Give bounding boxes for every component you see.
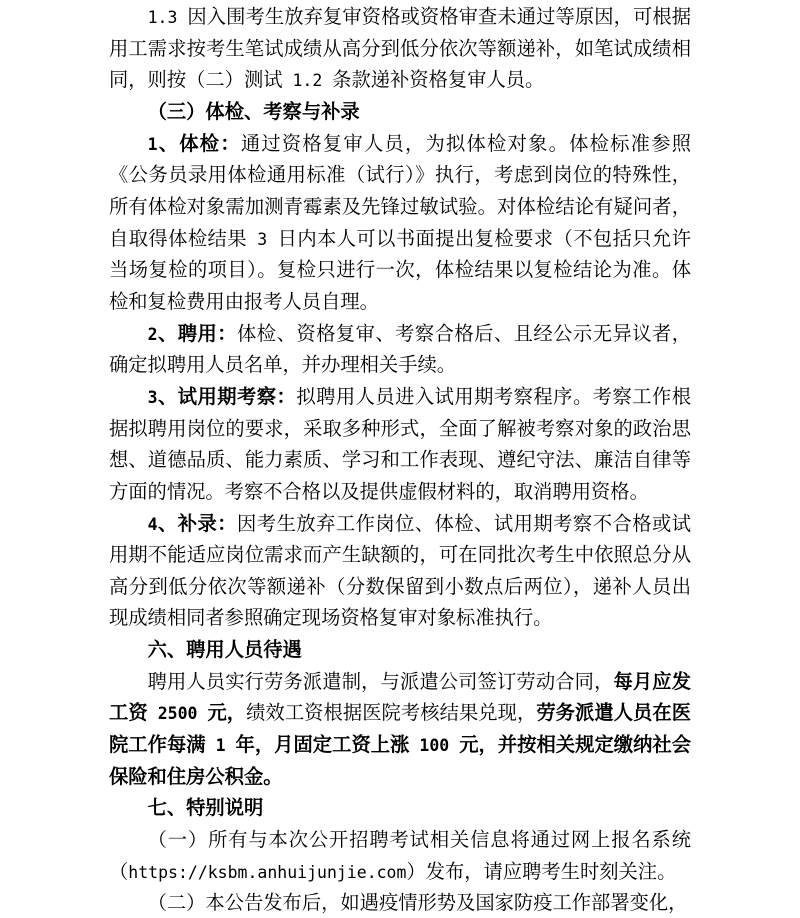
text-segment: （三）体检、考察与补录 [147, 101, 360, 123]
paragraph [109, 509, 691, 636]
text-segment: 3 [246, 229, 278, 249]
paragraph [109, 888, 691, 918]
text-segment: 条款递补资格复审人员。 [332, 70, 545, 92]
text-segment: 通过资格复审人员，为拟体检对象。体检标准参照《公务员录用体检通用标准（试行）》执行，考虑到岗位的特殊性，所有体检对象需加测青霉素及先锋过敏试验。对体检结论有疑问者，自取得体检结果 [109, 133, 692, 250]
text-segment: 日内本人可以书面提出复检要求（不包括只允许当场复检的项目）。复检只进行一次，体检结果以复检结论为准。体检和复检费用由报考人员自理。 [109, 228, 692, 313]
text-segment: 、聘用： [157, 323, 238, 345]
text-segment: 绩效工资根据医院考核结果兑现， [246, 703, 537, 725]
text-segment: 每月应发工资 [109, 671, 692, 725]
text-segment: 聘用人员实行劳务派遣制，与派遣公司签订劳动合同， [147, 671, 614, 693]
text-segment: 、试用期考察： [157, 386, 297, 408]
text-segment: https://ksbm.anhuijunjie.com [128, 862, 407, 882]
text-segment: 1.2 [282, 71, 333, 91]
text-segment: 六、聘用人员待遇 [147, 640, 302, 662]
text-segment: 2500 [147, 704, 208, 724]
text-segment: 、体检： [157, 133, 241, 155]
text-segment: （二）本公告发布后，如遇疫情形势及国家防疫工作部署变化， [147, 893, 688, 915]
text-segment: 劳务派遣人员在医院工作每满 [109, 703, 692, 757]
text-segment: 元， [207, 703, 247, 725]
paragraph [109, 382, 691, 509]
text-segment: 元，并按相关规定缴纳社会保险和住房公积金。 [109, 735, 692, 788]
paragraph [109, 2, 691, 97]
section-heading [109, 635, 691, 667]
text-segment: 100 [409, 736, 460, 756]
text-segment: 因入围考生放弃复审资格或资格审查未通过等原因，可根据用工需求按考生笔试成绩从高分到低分依次等额递补，如笔试成绩相同，则按（二）测试 [109, 7, 691, 92]
paragraph [109, 129, 691, 319]
section-heading [109, 97, 691, 129]
text-segment: 年，月固定工资上涨 [235, 735, 410, 757]
paragraph [109, 825, 691, 888]
text-segment: 1 [147, 134, 158, 154]
document-content [109, 2, 691, 918]
text-segment: 拟聘用人员进入试用期考察程序。考察工作根据拟聘用岗位的要求，采取多种形式，全面了解被考察对象的政治思想、道德品质、能力素质、学习和工作表现、遵纪守法、廉洁自律等方面的情况。考察不合格以及提供虚假材料的，取消聘用资格。 [109, 386, 692, 503]
text-segment: 1.3 [147, 8, 188, 27]
paragraph [109, 319, 691, 382]
text-segment: 、补录： [157, 513, 238, 535]
text-segment: （一）所有与本次公开招聘考试相关信息将通过网上报名系统（ [109, 830, 691, 883]
text-segment: 3 [147, 387, 158, 407]
text-segment: 因考生放弃工作岗位、体检、试用期考察不合格或试用期不能适应岗位需求而产生缺额的，可在同批次考生中依照总分从高分到低分依次等额递补（分数保留到小数点后两位），递补人员出现成绩相同者参照确定现场资格复审对象标准执行。 [109, 513, 692, 630]
text-segment: 体检、资格复审、考察合格后、且经公示无异议者，确定拟聘用人员名单，并办理相关手续。 [109, 323, 692, 377]
text-segment: 2 [147, 324, 158, 344]
text-segment: 4 [147, 514, 158, 534]
section-heading [109, 793, 691, 825]
text-segment: ）发布，请应聘考生时刻关注。 [406, 861, 677, 883]
text-segment: 七、特别说明 [147, 798, 264, 820]
paragraph [109, 667, 691, 794]
text-segment: 1 [205, 736, 236, 756]
